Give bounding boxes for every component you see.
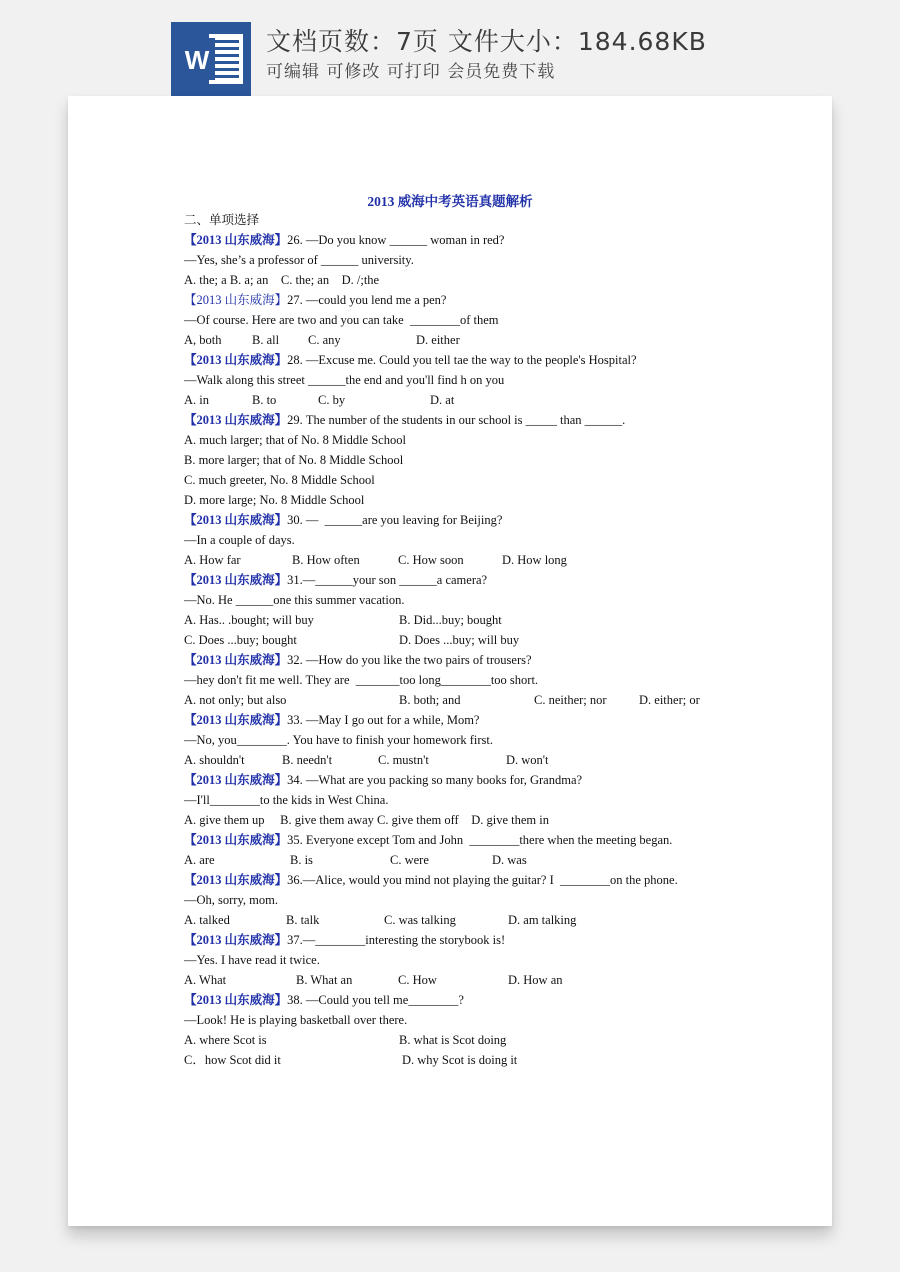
- question-reply: —No. He ______one this summer vacation.: [184, 593, 405, 607]
- option: B. is: [290, 853, 313, 867]
- source-tag: 【2013 山东威海】: [184, 773, 288, 787]
- option: A. not only; but also: [184, 693, 287, 707]
- option: B. talk: [286, 913, 320, 927]
- question-stem: 【2013 山东威海】31.—______your son ______a camera?: [184, 573, 488, 587]
- question-stem: 【2013 山东威海】32. —How do you like the two pairs of trousers?: [184, 653, 532, 667]
- option: D. How an: [508, 973, 563, 987]
- document-info-header: [0, 0, 900, 100]
- option: B. all: [252, 333, 280, 347]
- source-tag: 【2013 山东威海】: [184, 353, 288, 367]
- question-stem: 【2013 山东威海】35. Everyone except Tom and John ________there when the meeting began.: [184, 833, 673, 847]
- option: B. both; and: [399, 693, 461, 707]
- question-stem: 【2013 山东威海】37.—________interesting the storybook is!: [184, 933, 506, 947]
- source-tag: 【2013 山东威海】: [184, 873, 288, 887]
- option: D. am talking: [508, 913, 577, 927]
- question-options: [184, 550, 804, 570]
- question-reply: —I'll________to the kids in West China.: [184, 793, 389, 807]
- option: B. to: [252, 393, 277, 407]
- question-options: [184, 330, 804, 350]
- option: B. How often: [292, 553, 360, 567]
- option: B. Did...buy; bought: [399, 613, 502, 627]
- option: C. neither; nor: [534, 693, 607, 707]
- word-document-icon: [171, 22, 251, 96]
- question-options: [184, 970, 804, 990]
- question-stem: 【2013 山东威海】38. —Could you tell me________?: [184, 993, 464, 1007]
- option: D. was: [492, 853, 527, 867]
- option: B. what is Scot doing: [399, 1033, 507, 1047]
- option: A. are: [184, 853, 215, 867]
- source-tag: 【2013 山东威海】: [184, 653, 288, 667]
- option: A, both: [184, 333, 222, 347]
- option: D. either; or: [639, 693, 700, 707]
- option: A. talked: [184, 913, 230, 927]
- question-options: [184, 630, 804, 650]
- option: D. why Scot is doing it: [402, 1053, 518, 1067]
- option: D. more large; No. 8 Middle School: [184, 493, 365, 507]
- question-stem: 【2013 山东威海】36.—Alice, would you mind not playing the guitar? I ________on the phone.: [184, 873, 678, 887]
- source-tag: 【2013 山东威海】: [184, 713, 288, 727]
- svg-text:W: W: [184, 45, 210, 75]
- option: A. much larger; that of No. 8 Middle School: [184, 433, 406, 447]
- option: B. more larger; that of No. 8 Middle School: [184, 453, 404, 467]
- option: C. were: [390, 853, 429, 867]
- option: C. by: [318, 393, 346, 407]
- question-stem: 【2013 山东威海】34. —What are you packing so many books for, Grandma?: [184, 773, 583, 787]
- source-tag: 【2013 山东威海】: [184, 233, 288, 247]
- question-options: [184, 690, 804, 710]
- option: C. any: [308, 333, 341, 347]
- question-stem: 【2013 山东威海】30. — ______are you leaving for Beijing?: [184, 513, 503, 527]
- source-tag: 【2013 山东威海】: [184, 933, 288, 947]
- option: D. won't: [506, 753, 549, 767]
- option: B. needn't: [282, 753, 333, 767]
- page-title: 2013 威海中考英语真题解析: [367, 194, 533, 209]
- question-stem: 【2013 山东威海】26. —Do you know ______ woman in red?: [184, 233, 505, 247]
- source-tag: 【2013 山东威海】: [184, 513, 288, 527]
- option: A. What: [184, 973, 227, 987]
- option: A. shouldn't: [184, 753, 245, 767]
- question-options: [184, 850, 804, 870]
- question-reply: —No, you________. You have to finish your homework first.: [184, 733, 494, 747]
- question-stem: 【2013 山东威海】27. —could you lend me a pen?: [184, 293, 447, 307]
- question-stem: 【2013 山东威海】28. —Excuse me. Could you tell tae the way to the people's Hospital?: [184, 353, 637, 367]
- source-tag: 【2013 山东威海】: [184, 413, 288, 427]
- question-options: [184, 910, 804, 930]
- question-options: A. the; a B. a; an C. the; an D. /;the: [184, 273, 380, 287]
- question-options: [184, 610, 804, 630]
- option: A. where Scot is: [184, 1033, 267, 1047]
- option: A. Has.. .bought; will buy: [184, 613, 314, 627]
- question-reply: —In a couple of days.: [184, 533, 295, 547]
- question-stem: 【2013 山东威海】29. The number of the students in our school is _____ than ______.: [184, 413, 626, 427]
- document-features: 可编辑 可修改 可打印 会员免费下载: [266, 62, 556, 82]
- question-reply: —hey don't fit me well. They are _______too long________too short.: [184, 673, 539, 687]
- section-heading: 二、单项选择: [184, 213, 260, 227]
- source-tag: 【2013 山东威海】: [184, 993, 288, 1007]
- question-options: [184, 390, 804, 410]
- question-options: [184, 750, 804, 770]
- option: D. either: [416, 333, 460, 347]
- option: C. was talking: [384, 913, 456, 927]
- question-stem: 【2013 山东威海】33. —May I go out for a while, Mom?: [184, 713, 480, 727]
- option: D. How long: [502, 553, 567, 567]
- question-options: A. give them up B. give them away C. give them off D. give them in: [184, 813, 549, 827]
- source-tag: 【2013 山东威海】: [184, 833, 288, 847]
- question-reply: —Oh, sorry, mom.: [184, 893, 278, 907]
- question-reply: —Of course. Here are two and you can take ________of them: [184, 313, 499, 327]
- option: C. How: [398, 973, 437, 987]
- document-stats: 文档页数：7页 文件大小：184.68KB: [266, 27, 707, 56]
- option: D. at: [430, 393, 455, 407]
- question-reply: —Yes, she’s a professor of ______ university.: [184, 253, 414, 267]
- question-reply: —Walk along this street ______the end and you'll find h on you: [184, 373, 505, 387]
- option: C．how Scot did it: [184, 1053, 281, 1067]
- option: A. in: [184, 393, 209, 407]
- question-list: [184, 210, 804, 1070]
- question-options: [184, 1030, 804, 1050]
- option: D. Does ...buy; will buy: [399, 633, 520, 647]
- source-tag: 【2013 山东威海】: [184, 573, 288, 587]
- option: C. Does ...buy; bought: [184, 633, 297, 647]
- option: A. How far: [184, 553, 241, 567]
- option: C. mustn't: [378, 753, 429, 767]
- question-reply: —Look! He is playing basketball over there.: [184, 1013, 408, 1027]
- option: C. How soon: [398, 553, 464, 567]
- question-reply: —Yes. I have read it twice.: [184, 953, 320, 967]
- question-options: [184, 1050, 804, 1070]
- option: C. much greeter, No. 8 Middle School: [184, 473, 375, 487]
- option: B. What an: [296, 973, 353, 987]
- document-page: [68, 96, 832, 1226]
- source-tag: 【2013 山东威海】: [184, 293, 288, 307]
